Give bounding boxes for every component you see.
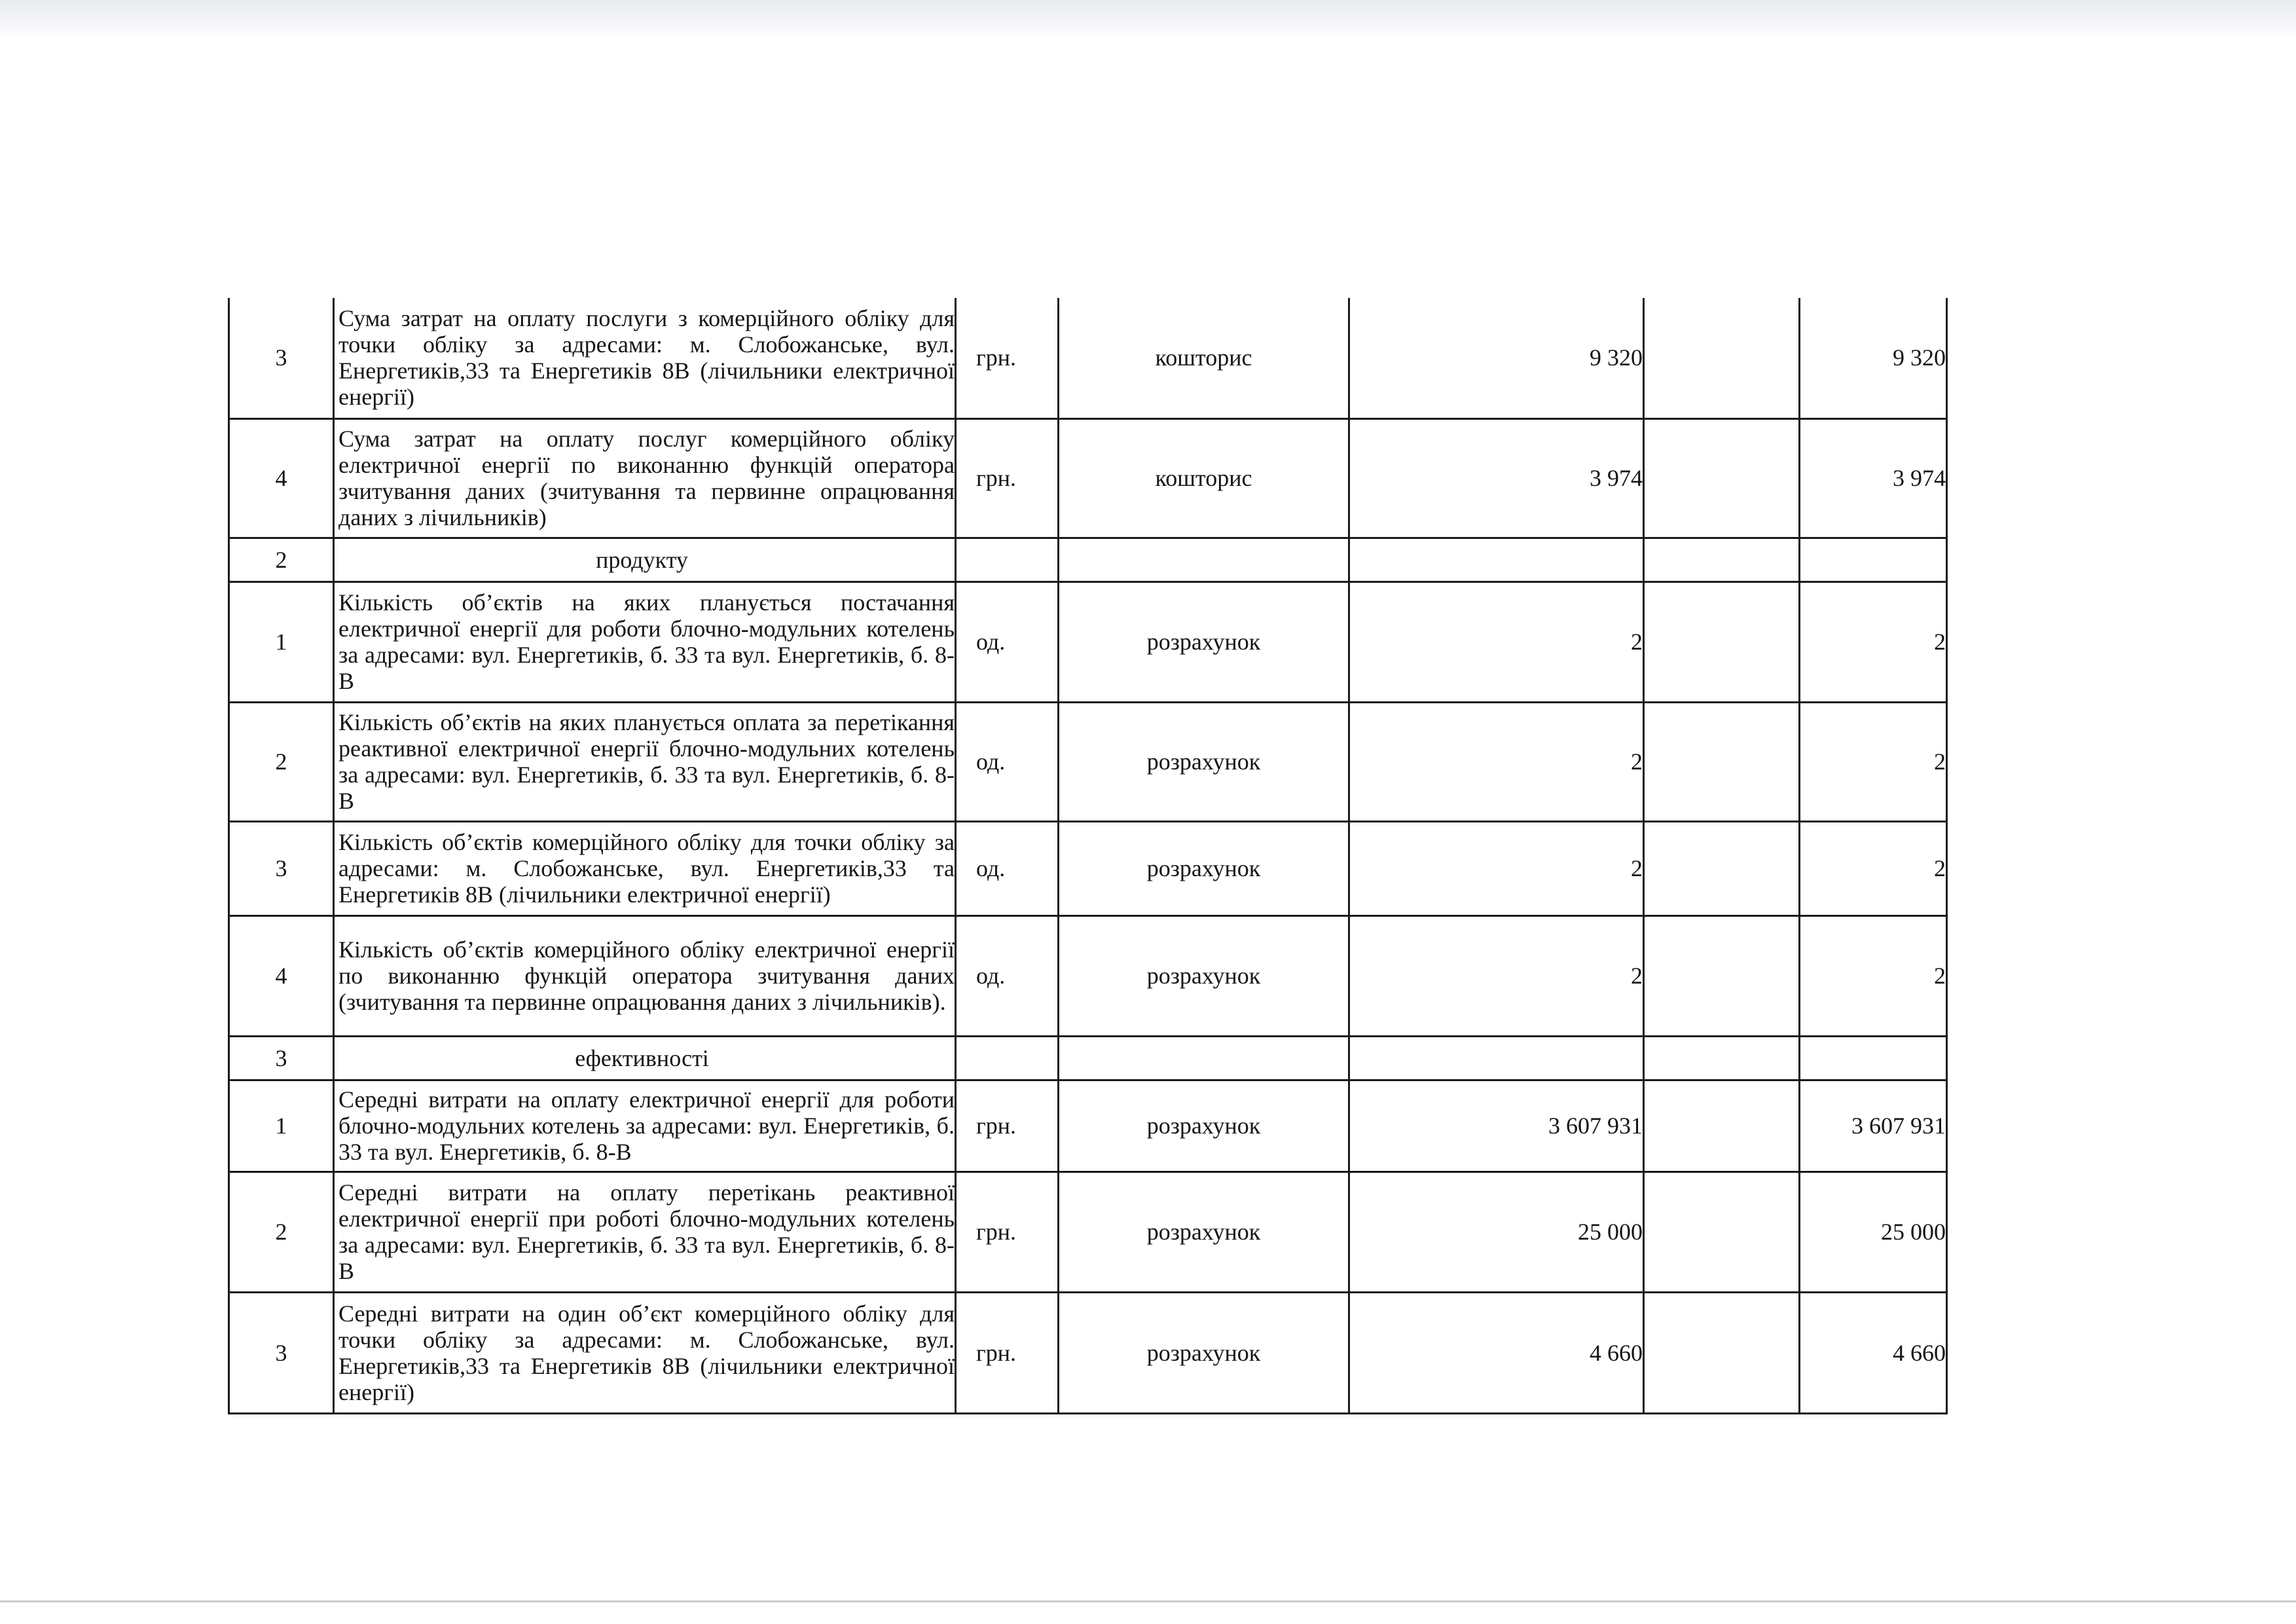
unit-cell: од. bbox=[956, 702, 1059, 821]
indicator-description: Кількість об’єктів комерційного обліку електричної енергії по виконанню функцій оператора зчитування даних (зчитування та первинне опрацювання даних з лічильників). bbox=[334, 915, 956, 1036]
row-number: 1 bbox=[229, 581, 334, 702]
empty-cell bbox=[1644, 298, 1800, 418]
total-value-cell: 9 320 bbox=[1800, 298, 1947, 418]
unit-cell: од. bbox=[956, 915, 1059, 1036]
empty-cell bbox=[1644, 1080, 1800, 1172]
value-cell: 2 bbox=[1349, 702, 1644, 821]
unit-cell: грн. bbox=[956, 298, 1059, 418]
unit-cell: грн. bbox=[956, 418, 1059, 538]
empty-cell bbox=[1800, 1036, 1947, 1080]
section-title: ефективності bbox=[334, 1036, 956, 1080]
scan-top-edge bbox=[0, 0, 2296, 38]
empty-cell bbox=[1059, 538, 1349, 581]
total-value-cell: 2 bbox=[1800, 821, 1947, 915]
unit-cell: грн. bbox=[956, 1080, 1059, 1172]
table-row bbox=[229, 915, 1947, 1036]
empty-cell bbox=[956, 538, 1059, 581]
source-cell: розрахунок bbox=[1059, 1080, 1349, 1172]
table-row bbox=[229, 581, 1947, 702]
table-row bbox=[229, 1292, 1947, 1413]
value-cell: 2 bbox=[1349, 915, 1644, 1036]
indicator-description: Кількість об’єктів на яких планується оплата за перетікання реактивної електричної енергії блочно-модульних котелень за адресами: вул. Енергетиків, б. 33 та вул. Енергетиків, б. 8-В bbox=[334, 702, 956, 821]
indicator-description: Сума затрат на оплату послуги з комерційного обліку для точки обліку за адресами: м. Слобожанське, вул. Енергетиків,33 та Енергетиків 8В (лічильники електричної енергії) bbox=[334, 298, 956, 418]
unit-cell: од. bbox=[956, 581, 1059, 702]
table-row bbox=[229, 1172, 1947, 1292]
indicator-description: Кількість об’єктів комерційного обліку для точки обліку за адресами: м. Слобожанське, вул. Енергетиків,33 та Енергетиків 8В (лічильники електричної енергії) bbox=[334, 821, 956, 915]
table-row bbox=[229, 418, 1947, 538]
empty-cell bbox=[1644, 581, 1800, 702]
table-row bbox=[229, 1080, 1947, 1172]
empty-cell bbox=[1644, 1172, 1800, 1292]
source-cell: розрахунок bbox=[1059, 1172, 1349, 1292]
empty-cell bbox=[1644, 418, 1800, 538]
source-cell: розрахунок bbox=[1059, 702, 1349, 821]
row-number: 2 bbox=[229, 1172, 334, 1292]
row-number: 2 bbox=[229, 702, 334, 821]
row-number: 3 bbox=[229, 298, 334, 418]
empty-cell bbox=[956, 1036, 1059, 1080]
indicators-table bbox=[228, 298, 1948, 1414]
total-value-cell: 4 660 bbox=[1800, 1292, 1947, 1413]
source-cell: розрахунок bbox=[1059, 915, 1349, 1036]
indicator-description: Середні витрати на оплату перетікань реактивної електричної енергії при роботі блочно-модульних котелень за адресами: вул. Енергетиків, б. 33 та вул. Енергетиків, б. 8-В bbox=[334, 1172, 956, 1292]
section-row bbox=[229, 1036, 1947, 1080]
indicator-description: Середні витрати на оплату електричної енергії для роботи блочно-модульних котелень за адресами: вул. Енергетиків, б. 33 та вул. Енергетиків, б. 8-В bbox=[334, 1080, 956, 1172]
value-cell: 25 000 bbox=[1349, 1172, 1644, 1292]
empty-cell bbox=[1800, 538, 1947, 581]
row-number: 4 bbox=[229, 418, 334, 538]
indicator-description: Сума затрат на оплату послуг комерційного обліку електричної енергії по виконанню функцій оператора зчитування даних (зчитування та первинне опрацювання даних з лічильників) bbox=[334, 418, 956, 538]
value-cell: 3 974 bbox=[1349, 418, 1644, 538]
empty-cell bbox=[1349, 1036, 1644, 1080]
value-cell: 9 320 bbox=[1349, 298, 1644, 418]
row-number: 2 bbox=[229, 538, 334, 581]
unit-cell: грн. bbox=[956, 1292, 1059, 1413]
table-row bbox=[229, 298, 1947, 418]
empty-cell bbox=[1059, 1036, 1349, 1080]
source-cell: кошторис bbox=[1059, 298, 1349, 418]
total-value-cell: 2 bbox=[1800, 581, 1947, 702]
row-number: 3 bbox=[229, 1036, 334, 1080]
row-number: 1 bbox=[229, 1080, 334, 1172]
unit-cell: од. bbox=[956, 821, 1059, 915]
value-cell: 2 bbox=[1349, 581, 1644, 702]
table-row bbox=[229, 821, 1947, 915]
total-value-cell: 2 bbox=[1800, 915, 1947, 1036]
table-row bbox=[229, 702, 1947, 821]
section-title: продукту bbox=[334, 538, 956, 581]
source-cell: розрахунок bbox=[1059, 1292, 1349, 1413]
scan-bottom-edge bbox=[0, 1600, 2296, 1602]
empty-cell bbox=[1644, 1292, 1800, 1413]
total-value-cell: 3 974 bbox=[1800, 418, 1947, 538]
empty-cell bbox=[1644, 915, 1800, 1036]
unit-cell: грн. bbox=[956, 1172, 1059, 1292]
source-cell: кошторис bbox=[1059, 418, 1349, 538]
value-cell: 2 bbox=[1349, 821, 1644, 915]
empty-cell bbox=[1644, 1036, 1800, 1080]
total-value-cell: 3 607 931 bbox=[1800, 1080, 1947, 1172]
section-row bbox=[229, 538, 1947, 581]
source-cell: розрахунок bbox=[1059, 581, 1349, 702]
source-cell: розрахунок bbox=[1059, 821, 1349, 915]
empty-cell bbox=[1644, 702, 1800, 821]
value-cell: 4 660 bbox=[1349, 1292, 1644, 1413]
empty-cell bbox=[1349, 538, 1644, 581]
empty-cell bbox=[1644, 538, 1800, 581]
row-number: 4 bbox=[229, 915, 334, 1036]
row-number: 3 bbox=[229, 821, 334, 915]
total-value-cell: 2 bbox=[1800, 702, 1947, 821]
value-cell: 3 607 931 bbox=[1349, 1080, 1644, 1172]
row-number: 3 bbox=[229, 1292, 334, 1413]
empty-cell bbox=[1644, 821, 1800, 915]
total-value-cell: 25 000 bbox=[1800, 1172, 1947, 1292]
indicator-description: Кількість об’єктів на яких планується постачання електричної енергії для роботи блочно-модульних котелень за адресами: вул. Енергетиків, б. 33 та вул. Енергетиків, б. 8-В bbox=[334, 581, 956, 702]
indicator-description: Середні витрати на один об’єкт комерційного обліку для точки обліку за адресами: м. Слобожанське, вул. Енергетиків,33 та Енергетиків 8В (лічильники електричної енергії) bbox=[334, 1292, 956, 1413]
